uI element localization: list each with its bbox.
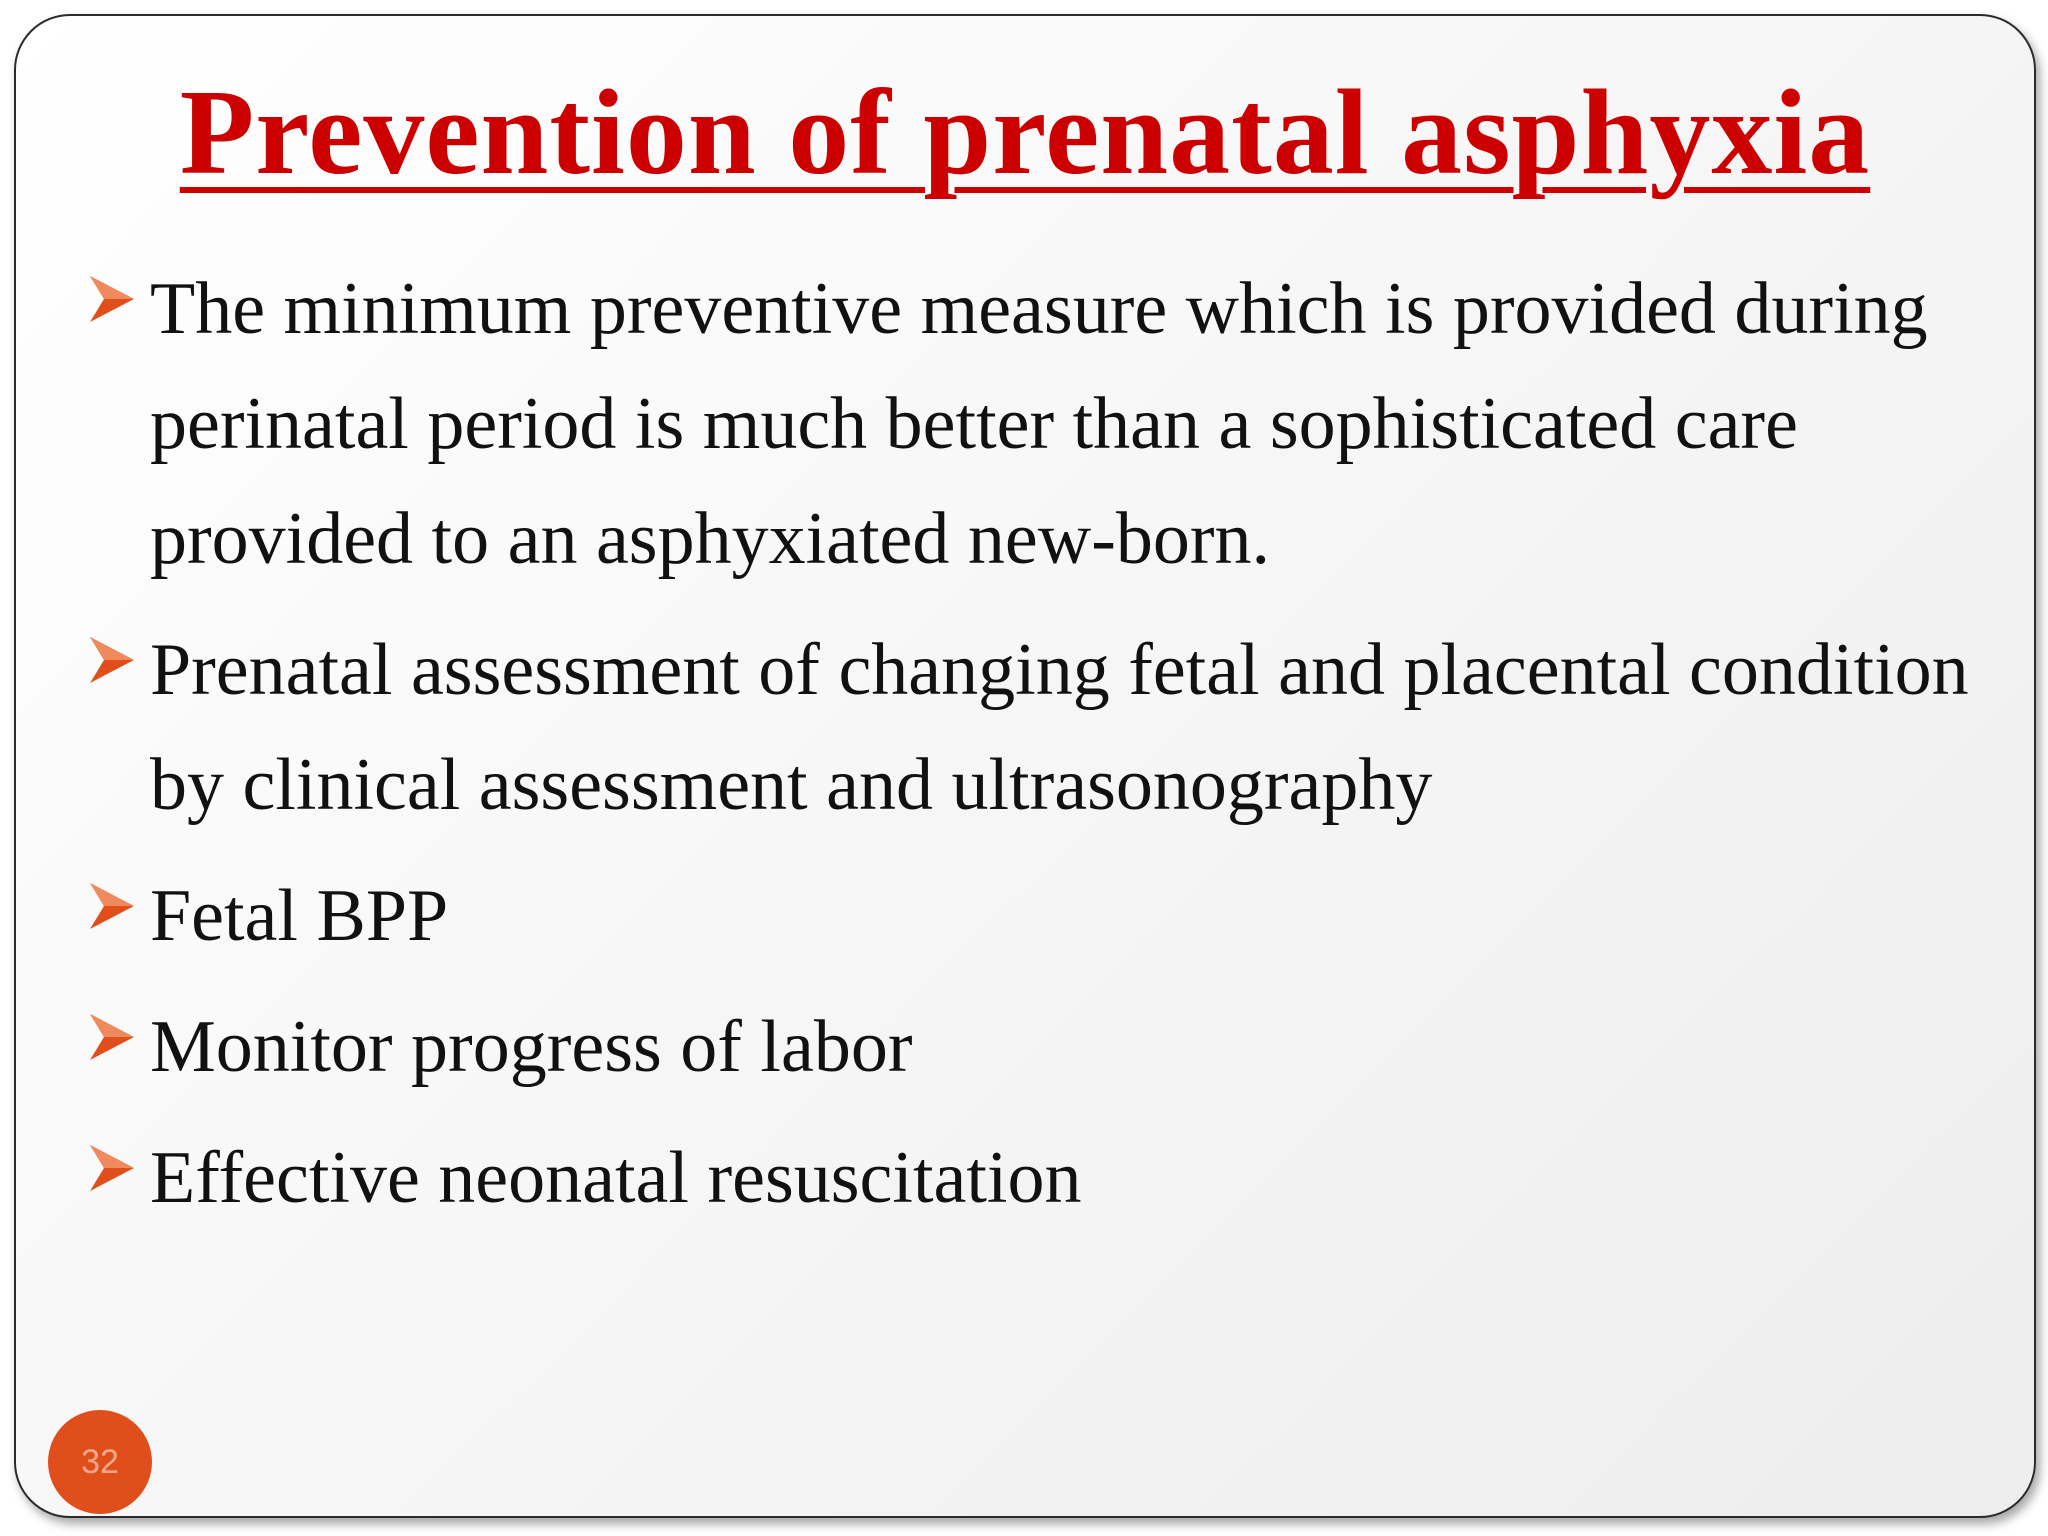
bullet-item: [86, 990, 2006, 1105]
arrow-bullet-icon: [88, 633, 136, 687]
page-number-badge: [48, 1410, 152, 1514]
arrow-bullet-icon: [88, 272, 136, 326]
bullet-list: [86, 252, 2006, 1252]
arrow-bullet-icon: [88, 1141, 136, 1195]
bullet-item: [86, 859, 2006, 974]
bullet-text: Effective neonatal resuscitation: [150, 1137, 1082, 1219]
bullet-text: Prenatal assessment of changing fetal and placental condition by clinical assessment and ultrasonography: [150, 629, 1969, 826]
slide: [14, 14, 2036, 1518]
slide-title-text: Prevention of prenatal asphyxia: [179, 65, 1871, 200]
page-number: 32: [81, 1443, 119, 1481]
arrow-bullet-icon: [88, 1010, 136, 1064]
arrow-bullet-icon: [88, 879, 136, 933]
bullet-item: [86, 613, 2006, 843]
bullet-item: [86, 1121, 2006, 1236]
bullet-text: The minimum preventive measure which is provided during perinatal period is much better than a sophisticated care provided to an asphyxiated new-born.: [150, 268, 1928, 580]
bullet-item: [86, 252, 2006, 597]
slide-title: [16, 58, 2034, 208]
bullet-text: Monitor progress of labor: [150, 1006, 913, 1088]
bullet-text: Fetal BPP: [150, 875, 449, 957]
